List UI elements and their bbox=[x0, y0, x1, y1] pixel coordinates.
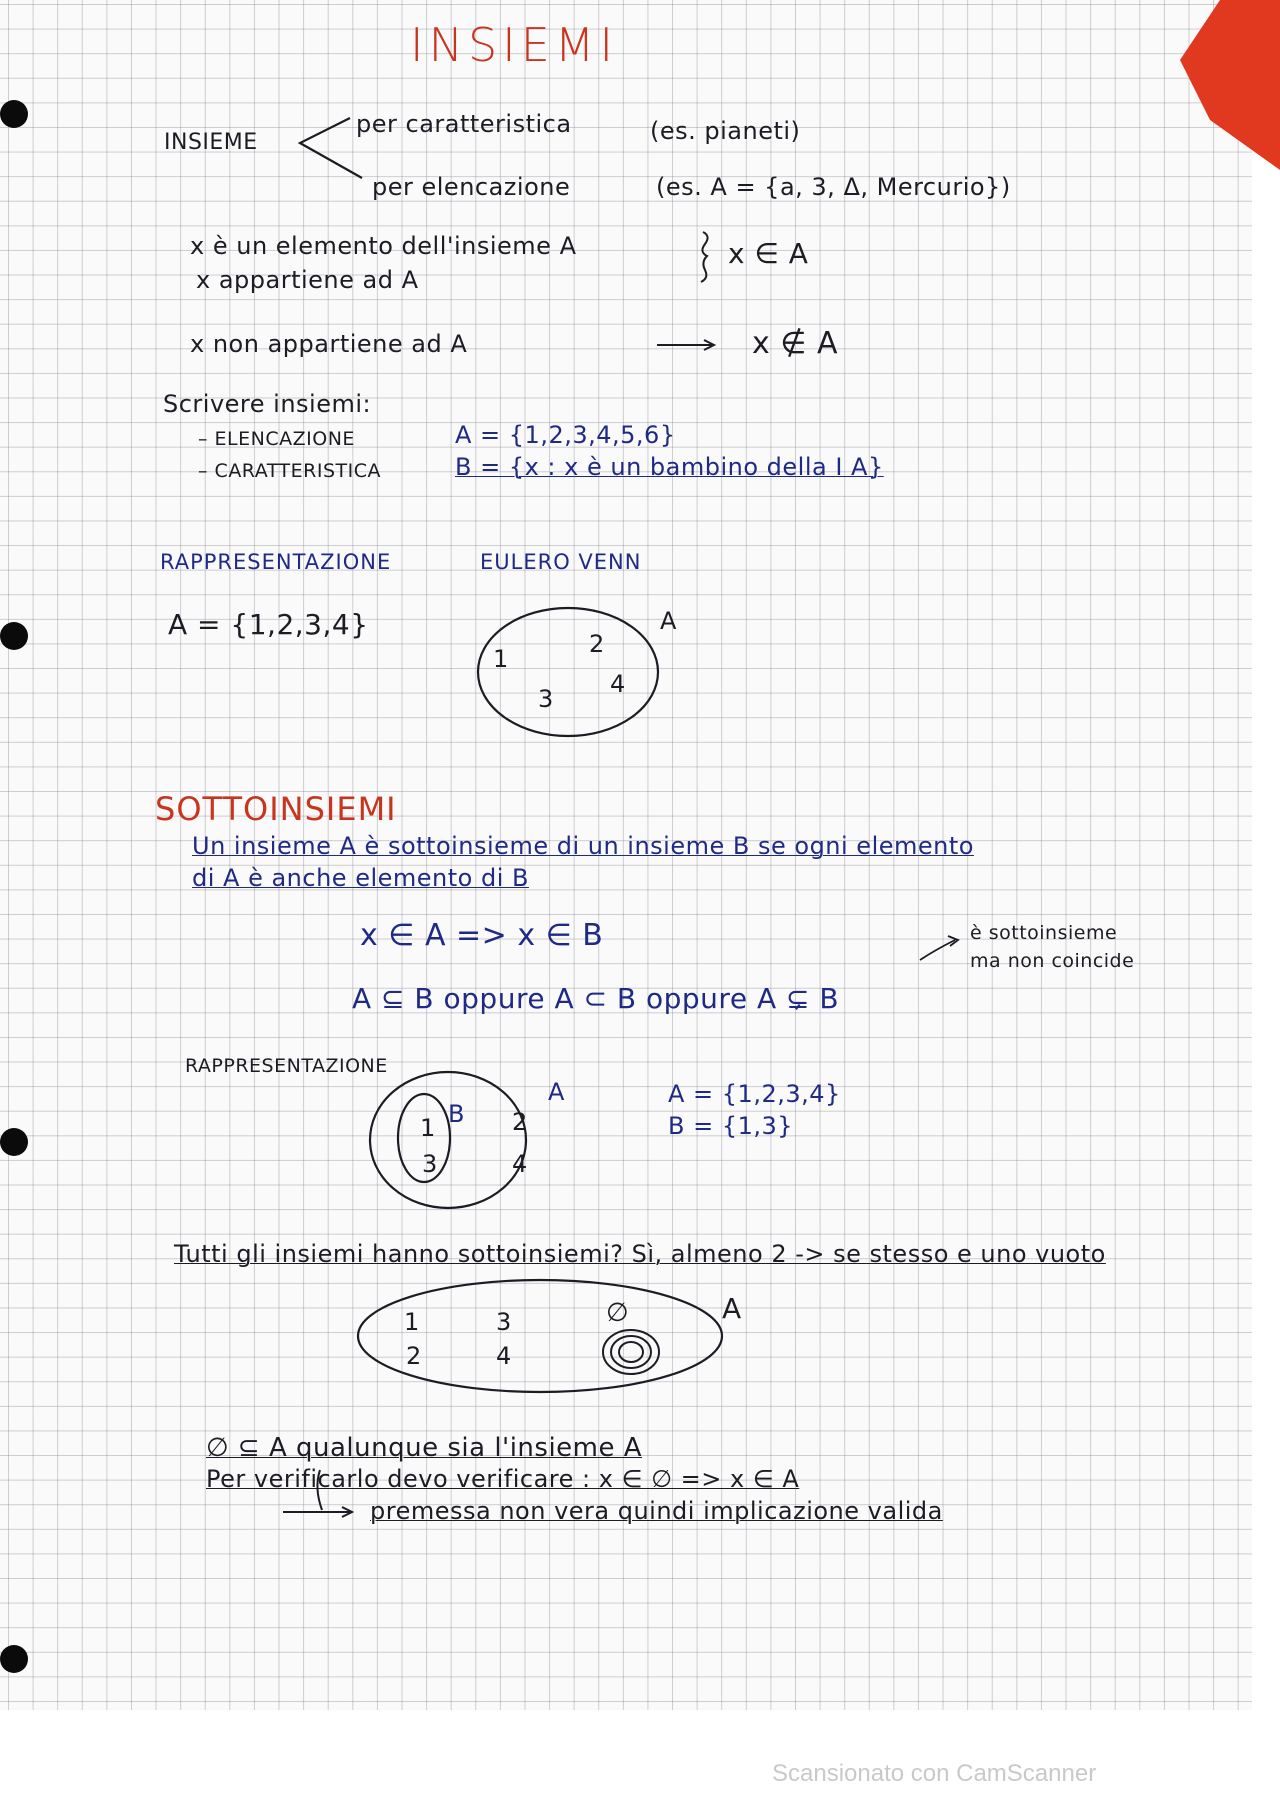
page-title: INSIEMI bbox=[410, 18, 619, 72]
scanner-watermark: Scansionato con CamScanner bbox=[772, 1760, 1097, 1787]
subset-outer-element: 4 bbox=[512, 1150, 528, 1178]
writing-item-1-label: – ELENCAZIONE bbox=[198, 428, 355, 450]
question-element: 3 bbox=[496, 1308, 512, 1336]
subset-note-line-2: ma non coincide bbox=[970, 950, 1135, 972]
subset-rep-heading: RAPPRESENTAZIONE bbox=[185, 1055, 388, 1077]
not-belongs-symbol: x ∉ A bbox=[752, 326, 838, 361]
subset-definition-1: Un insieme A è sottoinsieme di un insieme B se ogni elemento bbox=[192, 832, 974, 860]
subset-note-line-1: è sottoinsieme bbox=[970, 922, 1118, 944]
subset-inner-element: 3 bbox=[422, 1150, 438, 1178]
writing-item-2-label: – CARATTERISTICA bbox=[198, 460, 381, 482]
question-element: 2 bbox=[406, 1342, 422, 1370]
question-element: 4 bbox=[496, 1342, 512, 1370]
subset-notation: A ⊆ B oppure A ⊂ B oppure A ⊊ B bbox=[352, 982, 840, 1015]
empty-set-verify: Per verificarlo devo verificare : x ∈ ∅ => x ∈ A bbox=[206, 1465, 800, 1493]
belongs-line-2: x appartiene ad A bbox=[196, 266, 419, 294]
representation-subheading: EULERO VENN bbox=[480, 550, 642, 574]
belongs-line-1: x è un elemento dell'insieme A bbox=[190, 232, 577, 260]
writing-item-1-value: A = {1,2,3,4,5,6} bbox=[455, 421, 676, 449]
writing-sets-heading: Scrivere insiemi: bbox=[163, 390, 372, 418]
branch-caratteristica-example: (es. pianeti) bbox=[650, 117, 801, 145]
not-belongs-line: x non appartiene ad A bbox=[190, 330, 468, 358]
venn-set-definition: A = {1,2,3,4} bbox=[168, 608, 369, 641]
subset-def-b: B = {1,3} bbox=[668, 1112, 794, 1140]
venn-set-label: A bbox=[660, 607, 677, 635]
subset-outer-label: A bbox=[548, 1078, 565, 1106]
venn-element: 1 bbox=[493, 645, 509, 673]
subsets-heading: SOTTOINSIEMI bbox=[155, 790, 397, 828]
branch-elencazione-example: (es. A = {a, 3, Δ, Mercurio}) bbox=[656, 173, 1011, 201]
venn-element: 4 bbox=[610, 670, 626, 698]
empty-set-statement: ∅ ⊆ A qualunque sia l'insieme A bbox=[206, 1433, 643, 1463]
question-set-label: A bbox=[722, 1292, 742, 1325]
subset-implication: x ∈ A => x ∈ B bbox=[360, 918, 604, 953]
subset-definition-2: di A è anche elemento di B bbox=[192, 864, 529, 892]
branch-elencazione: per elencazione bbox=[372, 173, 571, 201]
subset-outer-element: 2 bbox=[512, 1108, 528, 1136]
writing-item-2-value: B = {x : x è un bambino della I A} bbox=[455, 453, 884, 481]
question-element: 1 bbox=[404, 1308, 420, 1336]
empty-set-conclusion: premessa non vera quindi implicazione valida bbox=[370, 1497, 943, 1525]
branch-caratteristica: per caratteristica bbox=[356, 110, 572, 138]
venn-element: 2 bbox=[589, 630, 605, 658]
belongs-symbol: x ∈ A bbox=[728, 237, 809, 270]
subset-inner-label: B bbox=[448, 1100, 465, 1128]
empty-set-symbol: ∅ bbox=[606, 1298, 630, 1328]
representation-heading: RAPPRESENTAZIONE bbox=[160, 550, 392, 574]
insieme-label: INSIEME bbox=[164, 130, 258, 155]
subset-def-a: A = {1,2,3,4} bbox=[668, 1080, 841, 1108]
subset-inner-element: 1 bbox=[420, 1114, 436, 1142]
venn-element: 3 bbox=[538, 685, 554, 713]
subset-question: Tutti gli insiemi hanno sottoinsiemi? Sì, almeno 2 -> se stesso e uno vuoto bbox=[174, 1240, 1106, 1268]
